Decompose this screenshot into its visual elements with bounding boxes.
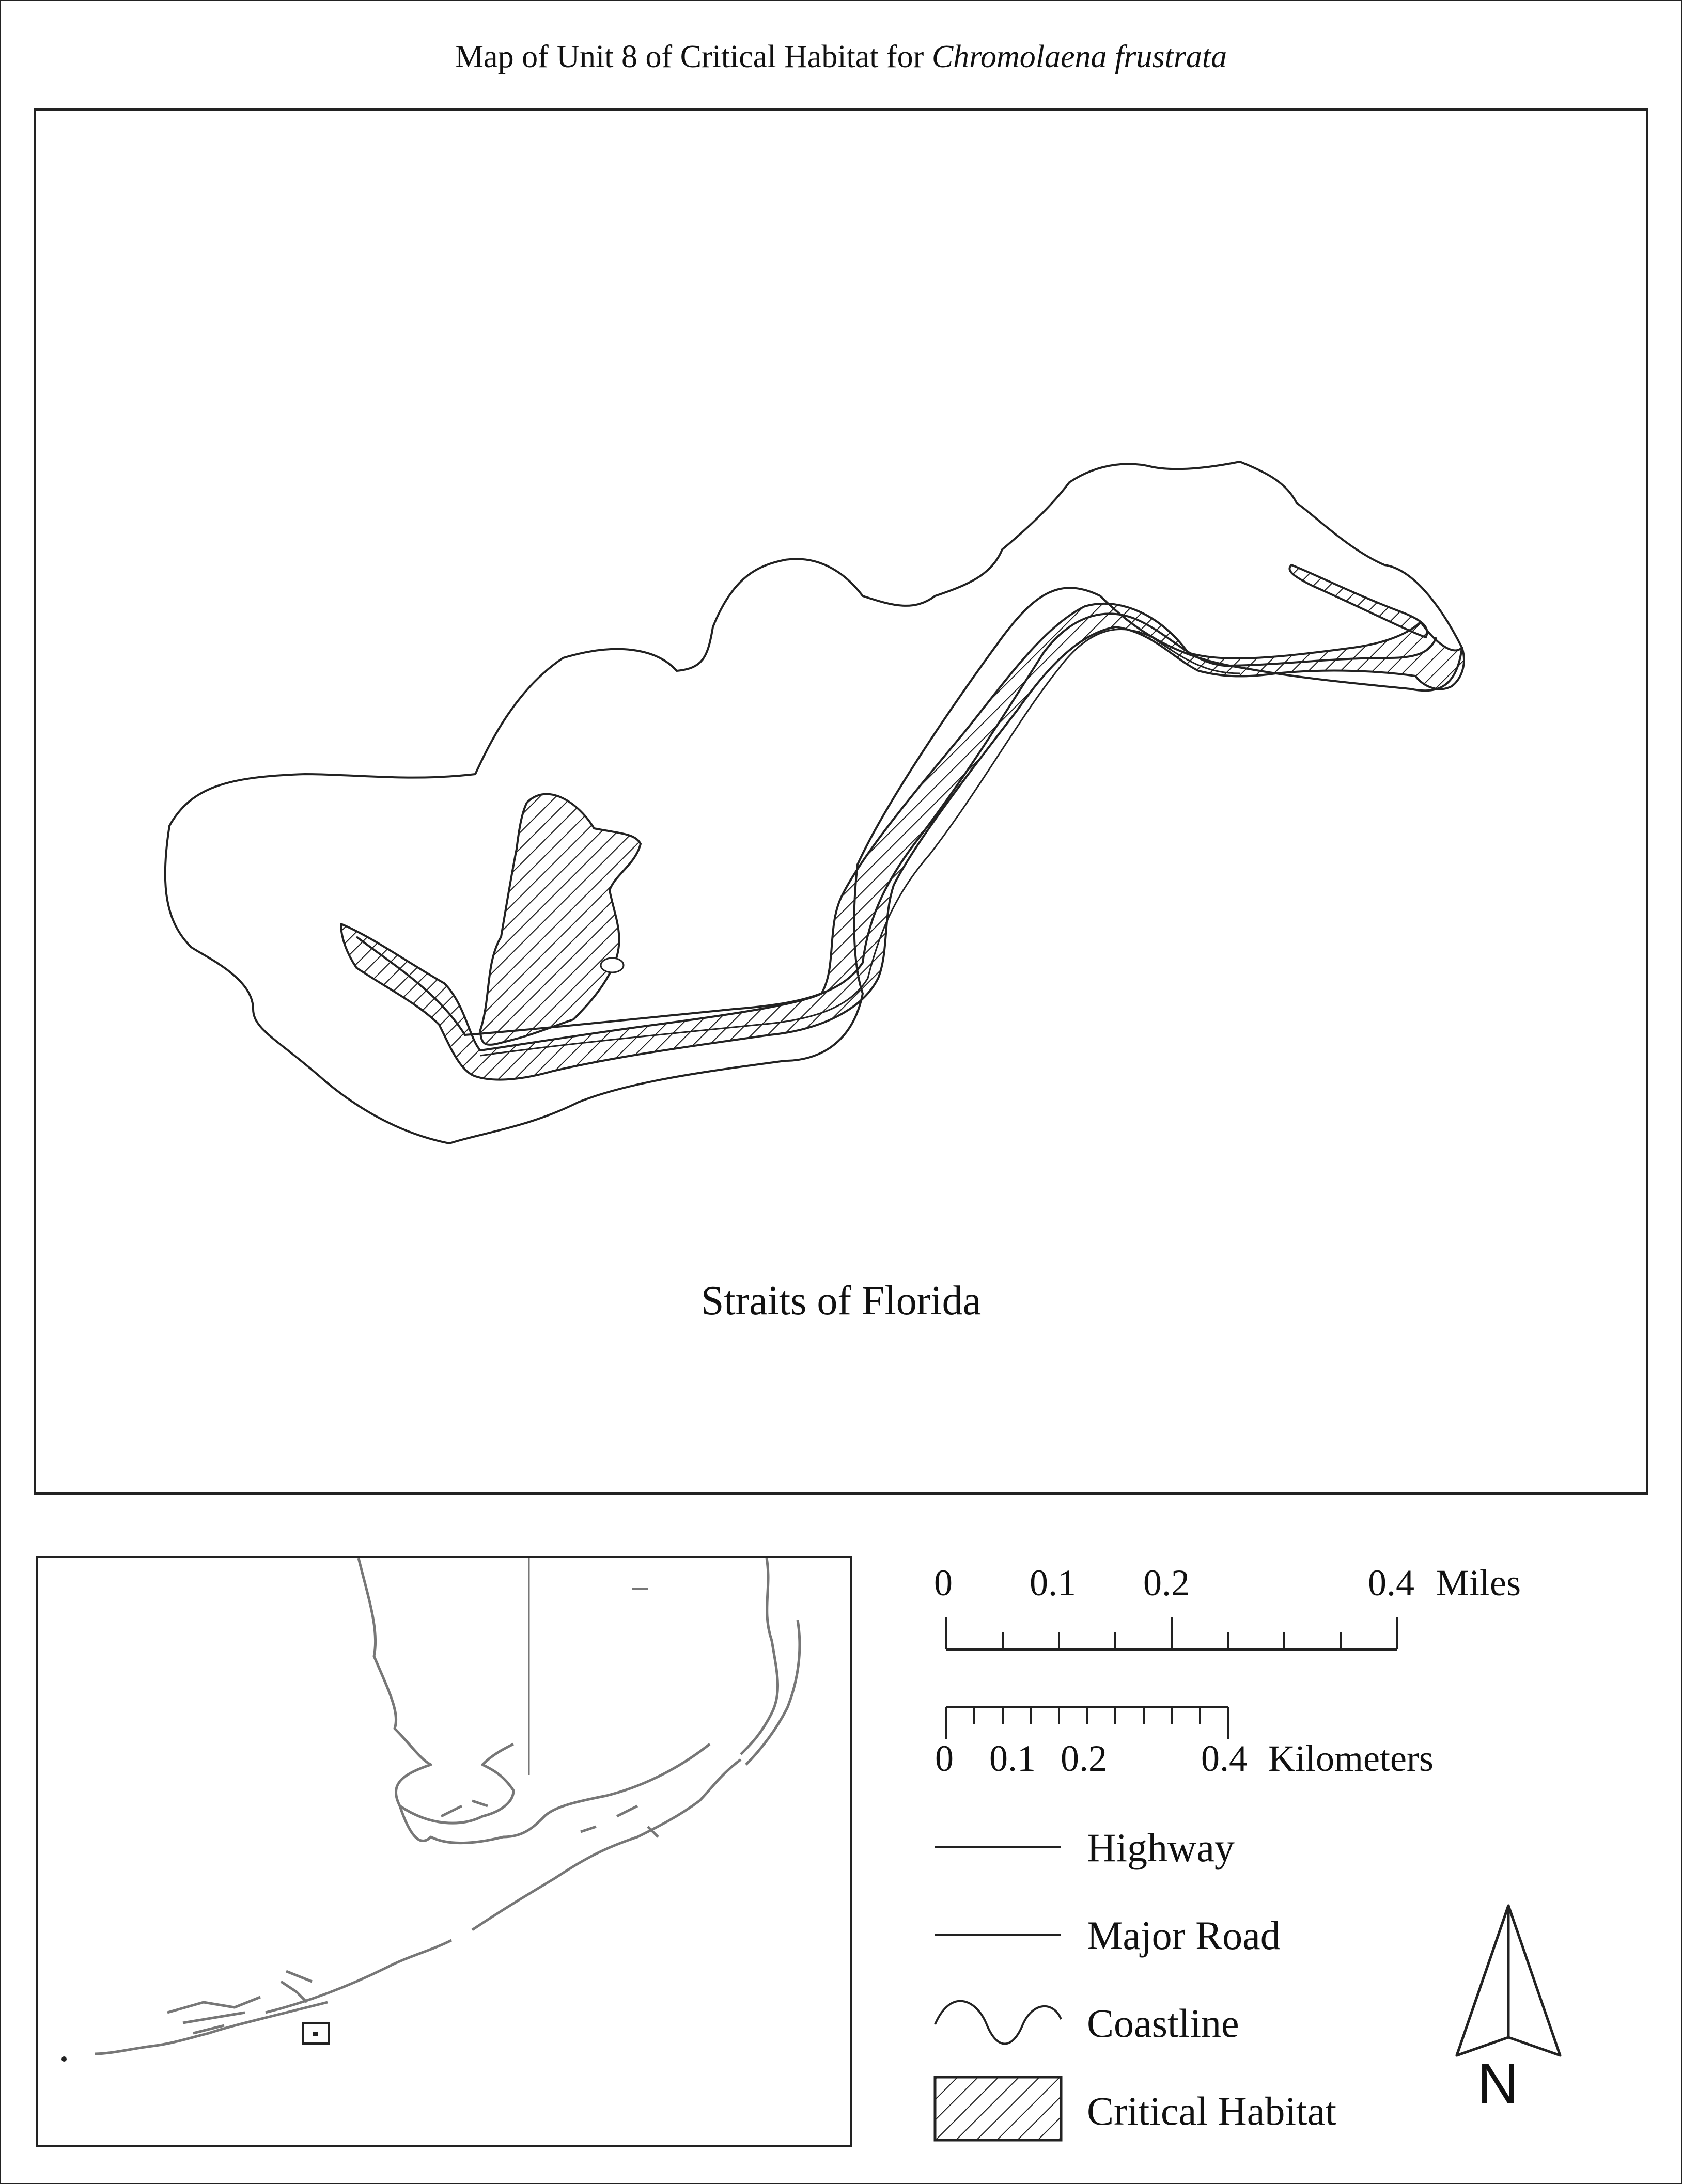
critical-habitat-west bbox=[480, 794, 641, 1045]
miles-unit: Miles bbox=[1436, 1562, 1521, 1604]
legend-coastline-symbol bbox=[935, 2001, 1061, 2044]
km-label-0-4: 0.4 bbox=[1201, 1738, 1248, 1779]
main-map bbox=[34, 108, 1648, 1495]
map-title-species: Chromolaena frustrata bbox=[931, 39, 1227, 74]
legend-symbols bbox=[930, 1818, 1085, 2148]
miles-label-0: 0 bbox=[934, 1562, 953, 1604]
inset-dot bbox=[61, 2056, 67, 2062]
legend-critical-habitat-symbol bbox=[935, 2077, 1061, 2140]
miles-label-0-1: 0.1 bbox=[1030, 1562, 1076, 1604]
miles-label-0-4: 0.4 bbox=[1368, 1562, 1414, 1604]
legend-highway-label: Highway bbox=[1087, 1825, 1235, 1870]
critical-habitat-east-spit bbox=[1289, 565, 1427, 637]
map-title-prefix: Map of Unit 8 of Critical Habitat for bbox=[455, 39, 932, 74]
mainland-east-coast bbox=[741, 1558, 778, 1754]
florida-bay-shore bbox=[400, 1744, 710, 1843]
km-unit: Kilometers bbox=[1268, 1738, 1434, 1779]
upper-keys bbox=[472, 1759, 741, 1930]
inset-map bbox=[36, 1556, 852, 2147]
inset-map-canvas bbox=[38, 1558, 850, 2145]
unit-locator-marker bbox=[313, 2032, 318, 2036]
km-label-0-2: 0.2 bbox=[1061, 1738, 1107, 1779]
north-arrow-label: N bbox=[1477, 2052, 1519, 2115]
legend-major-road-label: Major Road bbox=[1087, 1913, 1281, 1958]
inner-pond bbox=[601, 958, 624, 972]
legend-coastline-label: Coastline bbox=[1087, 2001, 1239, 2046]
mainland-west-coast bbox=[359, 1558, 513, 1823]
middle-keys bbox=[266, 1940, 451, 2013]
island-coastline bbox=[165, 462, 1462, 1143]
legend-critical-habitat-label: Critical Habitat bbox=[1087, 2088, 1337, 2133]
water-label: Straits of Florida bbox=[700, 1278, 982, 1324]
km-label-0-1: 0.1 bbox=[989, 1738, 1036, 1779]
miles-label-0-2: 0.2 bbox=[1143, 1562, 1190, 1604]
map-title bbox=[0, 36, 1682, 77]
km-label-0: 0 bbox=[935, 1738, 954, 1779]
